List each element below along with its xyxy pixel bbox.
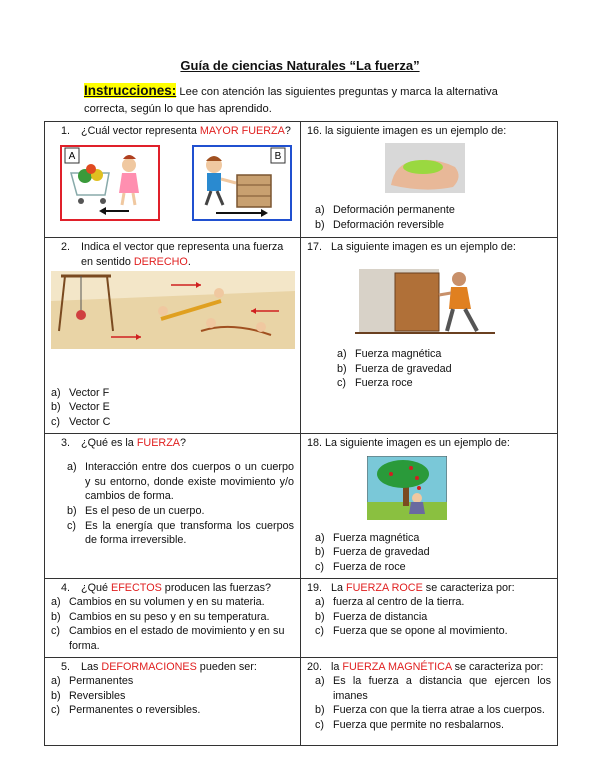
page-title: Guía de ciencias Naturales “La fuerza” [180, 58, 420, 73]
option-a[interactable]: a) Permanentes [51, 675, 134, 688]
question-5: 5. Las DEFORMACIONES pueden ser: a) Permanentes b) Reversibles c) Permanentes o reversibles. [45, 657, 301, 745]
table-row [45, 238, 558, 434]
image-b-pushing-box [193, 146, 291, 220]
options-list [51, 674, 294, 718]
question-1: 1. ¿Cuál vector representa MAYOR FUERZA? A B [45, 122, 301, 238]
question-table [44, 121, 558, 746]
hand-squeezing-ball-image [385, 143, 465, 193]
question-16 [301, 122, 558, 238]
man-pushing-box-image [355, 261, 495, 337]
table-row [45, 657, 558, 745]
option-b[interactable]: b) Vector E [51, 401, 110, 414]
question-17: 17. La siguiente imagen es un ejemplo de: a) Fuerza magnética b) Fuerza de gravedad c) Fuerza roce [301, 238, 558, 434]
option-b[interactable]: b) Reversibles [51, 689, 126, 702]
options-list [315, 674, 551, 732]
option-b[interactable]: b) Fuerza con que la tierra atrae a los cuerpos. [315, 704, 545, 717]
option-a[interactable]: a) Fuerza magnética [337, 348, 442, 361]
question-19: 19. La FUERZA ROCE se caracteriza por: a) fuerza al centro de la tierra. b) Fuerza de distancia c) Fuerza que se opone al movimiento. [301, 578, 558, 657]
label-b: B [274, 150, 282, 162]
option-b[interactable]: b) Deformación reversible [315, 218, 445, 231]
option-a[interactable]: a) Cambios en su volumen y en su materia. [51, 596, 265, 609]
playground-forces-image [51, 271, 295, 349]
option-a[interactable]: a) Interacción entre dos cuerpos o un cuerpo y su entorno, donde existe movimiento y/o cambios de forma. [67, 461, 294, 503]
question-4: 4. ¿Qué EFECTOS producen las fuerzas? a) Cambios en su volumen y en su materia. b) Cambios en su peso y en su temperatura. c) Cambios en el estado de movimiento y en su forma. [45, 578, 301, 657]
table-row [45, 433, 558, 578]
option-a[interactable]: a) Vector F [51, 386, 110, 399]
option-a[interactable]: a) Deformación permanente [315, 204, 455, 217]
question-text: 18. La siguiente imagen es un ejemplo de: [307, 436, 510, 449]
question-3: 3. ¿Qué es la FUERZA? a) Interacción entre dos cuerpos o un cuerpo y su entorno, donde existe movimiento y/o cambios de forma. b) Es el peso de un cuerpo. c) Es la energía que transforma los cuerpos de forma irreversible. [45, 433, 301, 578]
option-c[interactable]: c) Fuerza roce [337, 377, 413, 390]
option-c[interactable]: c) Vector C [51, 415, 111, 428]
options-list [315, 531, 551, 575]
question-text: 16. la siguiente imagen es un ejemplo de: [307, 125, 507, 137]
vector-images [51, 143, 295, 223]
question-20: 20. la FUERZA MAGNÉTICA se caracteriza por: a) Es la fuerza a distancia que ejercen los imanes b) Fuerza con que la tierra atrae a los cuerpos. c) Fuerza que permite no resbalarnos. [301, 657, 558, 745]
image-a-shopping-cart [61, 146, 159, 220]
option-a[interactable]: a) fuerza al centro de la tierra. [315, 596, 465, 609]
option-c[interactable]: c) Es la energía que transforma los cuerpos de forma irreversible. [67, 519, 294, 547]
table-row [45, 578, 558, 657]
table-row [45, 122, 558, 238]
option-b[interactable]: b) Fuerza de gravedad [315, 546, 430, 559]
options-list [67, 460, 294, 548]
option-c[interactable]: c) Permanentes o reversibles. [51, 704, 201, 717]
instructions-label: Instrucciones: [84, 83, 177, 98]
option-c[interactable]: c) Cambios en el estado de movimiento y en su forma. [51, 625, 285, 652]
newton-apple-tree-image [367, 456, 447, 520]
options-list [315, 595, 551, 639]
options-list [315, 203, 551, 232]
option-c[interactable]: c) Fuerza que se opone al movimiento. [315, 625, 508, 638]
options-list [337, 347, 551, 391]
instructions [84, 82, 524, 118]
question-highlight: MAYOR FUERZA [199, 125, 285, 137]
instructions-text: Lee con atención las siguientes preguntas y marca la alternativa correcta, según lo que has aprendido. [84, 86, 498, 115]
question-2: 2. Indica el vector que representa una fuerza en sentido DERECHO. a) Vector F b) Vector E c) Vector C [45, 238, 301, 434]
option-b[interactable]: b) Es el peso de un cuerpo. [67, 504, 205, 517]
option-b[interactable]: b) Fuerza de distancia [315, 610, 428, 623]
option-c[interactable]: c) Fuerza que permite no resbalarnos. [315, 718, 505, 731]
options-list [51, 386, 294, 430]
option-b[interactable]: b) Cambios en su peso y en su temperatura. [51, 610, 270, 623]
option-a[interactable]: a) Fuerza magnética [315, 531, 420, 544]
question-number: 1. [61, 125, 71, 137]
option-a[interactable]: a) Es la fuerza a distancia que ejercen los imanes [315, 675, 551, 702]
option-b[interactable]: b) Fuerza de gravedad [337, 362, 452, 375]
options-list [51, 595, 294, 653]
option-c[interactable]: c) Fuerza de roce [315, 560, 406, 573]
question-18 [301, 433, 558, 578]
label-a: A [68, 150, 76, 162]
